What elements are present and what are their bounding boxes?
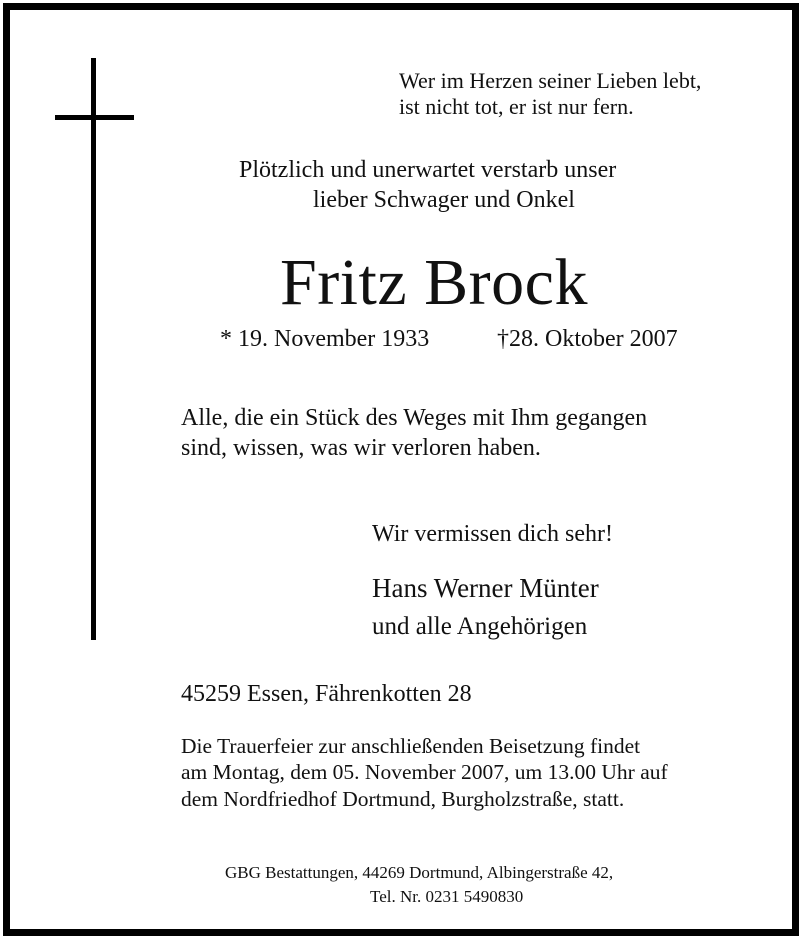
- undertaker-line-1: GBG Bestattungen, 44269 Dortmund, Albingerstraße 42,: [225, 863, 614, 882]
- farewell-text: Wir vermissen dich sehr!: [372, 521, 613, 547]
- deceased-name: Fritz Brock: [280, 246, 588, 319]
- funeral-line-3: dem Nordfriedhof Dortmund, Burgholzstraße, statt.: [181, 787, 625, 811]
- undertaker-line-2: Tel. Nr. 0231 5490830: [370, 887, 524, 906]
- cross-icon-horizontal: [55, 115, 134, 120]
- motto-line-1: Wer im Herzen seiner Lieben lebt,: [399, 68, 702, 93]
- intro-line-1: Plötzlich und unerwartet verstarb unser: [239, 157, 617, 183]
- funeral-line-1: Die Trauerfeier zur anschließenden Beisetzung findet: [181, 734, 641, 758]
- death-date: †28. Oktober 2007: [497, 326, 678, 352]
- tribute-line-1: Alle, die ein Stück des Weges mit Ihm gegangen: [181, 405, 648, 431]
- mourner-name: Hans Werner Münter: [372, 573, 599, 603]
- motto-line-2: ist nicht tot, er ist nur fern.: [399, 94, 634, 119]
- tribute-line-2: sind, wissen, was wir verloren haben.: [181, 435, 541, 461]
- funeral-line-2: am Montag, dem 05. November 2007, um 13.00 Uhr auf: [181, 760, 668, 784]
- address: 45259 Essen, Fährenkotten 28: [181, 681, 472, 707]
- mourner-others: und alle Angehörigen: [372, 613, 588, 640]
- cross-icon-vertical: [91, 58, 96, 640]
- birth-date: * 19. November 1933: [220, 326, 430, 352]
- intro-line-2: lieber Schwager und Onkel: [313, 187, 575, 213]
